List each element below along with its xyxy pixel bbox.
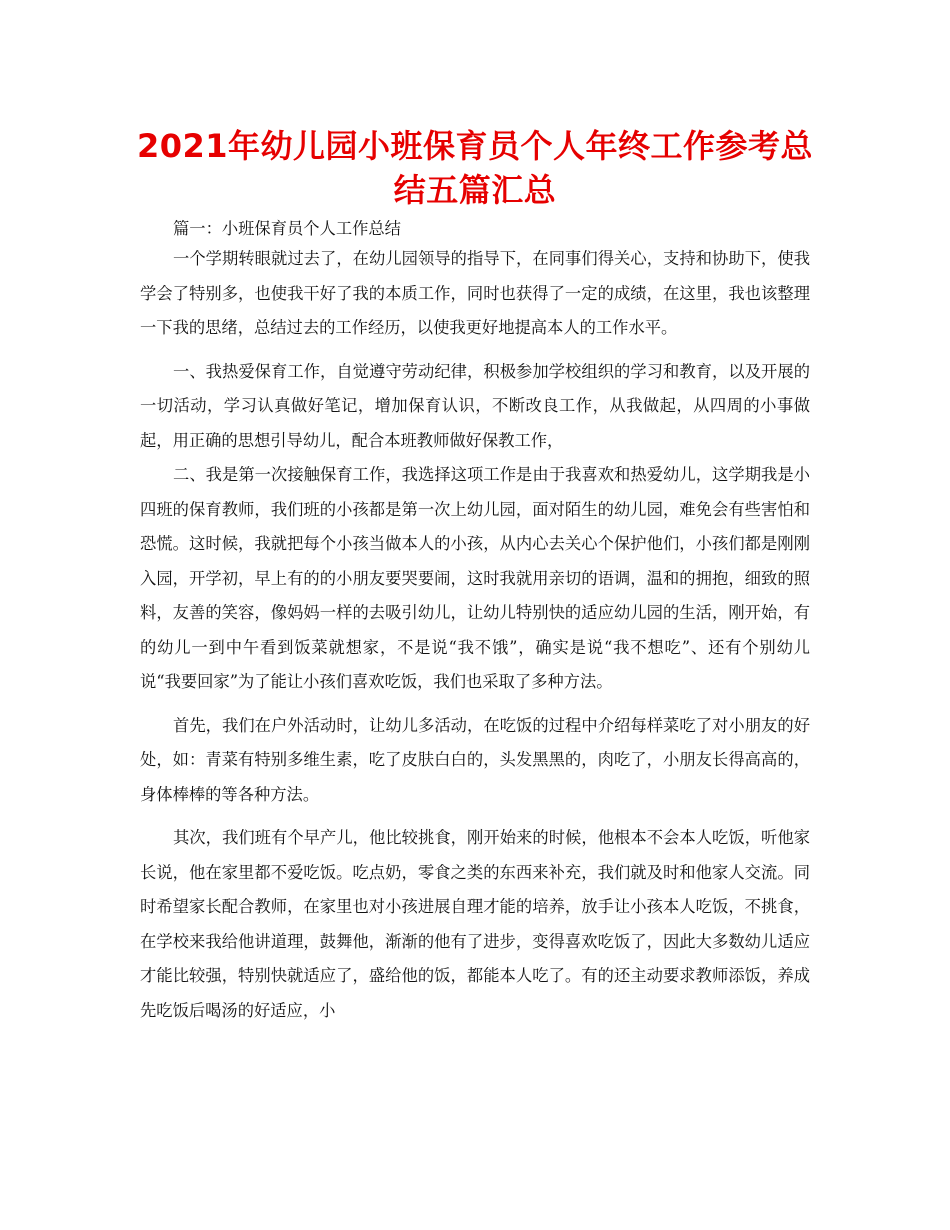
paragraph: 一、我热爱保育工作，自觉遵守劳动纪律，积极参加学校组织的学习和教育，以及开展的一切活动，学习认真做好笔记，增加保育认识，不断改良工作，从我做起，从四周的小事做起，用正确的思想引导幼儿，配合本班教师做好保教工作， (140, 361, 810, 450)
document-title-line-2: 结五篇汇总 (393, 171, 557, 209)
paragraph: 首先，我们在户外活动时，让幼儿多活动，在吃饭的过程中介绍每样菜吃了对小朋友的好处，如：青菜有特别多维生素，吃了皮肤白白的，头发黑黑的，肉吃了，小朋友长得高高的，身体棒棒的等各种方法。 (140, 715, 810, 804)
paragraph: 其次，我们班有个早产儿，他比较挑食，刚开始来的时候，他根本不会本人吃饭，听他家长说，他在家里都不爱吃饭。吃点奶，零食之类的东西来补充，我们就及时和他家人交流。同时希望家长配合教师，在家里也对小孩进展自理才能的培养，放手让小孩本人吃饭，不挑食，在学校来我给他讲道理，鼓舞他，渐渐的他有了进步，变得喜欢吃饭了，因此大多数幼儿适应才能比较强，特别快就适应了，盛给他的饭，都能本人吃了。有的还主动要求教师添饭，养成先吃饭后喝汤的好适应，小 (140, 828, 810, 1020)
paragraph: 二、我是第一次接触保育工作，我选择这项工作是由于我喜欢和热爱幼儿，这学期我是小四班的保育教师，我们班的小孩都是第一次上幼儿园，面对陌生的幼儿园，难免会有些害怕和恐慌。这时候，我就把每个小孩当做本人的小孩，从内心去关心个保护他们，小孩们都是刚刚入园，开学初，早上有的的小朋友要哭要闹，这时我就用亲切的语调，温和的拥抱，细致的照料，友善的笑容，像妈妈一样的去吸引幼儿，让幼儿特别快的适应幼儿园的生活，刚开始，有的幼儿一到中午看到饭菜就想家，不是说“我不饿”，确实是说“我不想吃”、还有个别幼儿说“我要回家”为了能让小孩们喜欢吃饭，我们也采取了多种方法。 (140, 465, 810, 691)
document-title-line-1: 2021年幼儿园小班保育员个人年终工作参考总 (136, 127, 814, 165)
section-heading: 篇一：小班保育员个人工作总结 (173, 219, 401, 238)
document-body (140, 216, 810, 1028)
paragraph: 一个学期转眼就过去了，在幼儿园领导的指导下，在同事们得关心，支持和协助下，使我学会了特别多，也使我干好了我的本质工作，同时也获得了一定的成绩，在这里，我也该整理一下我的思绪，总结过去的工作经历，以使我更好地提高本人的工作水平。 (140, 249, 810, 337)
